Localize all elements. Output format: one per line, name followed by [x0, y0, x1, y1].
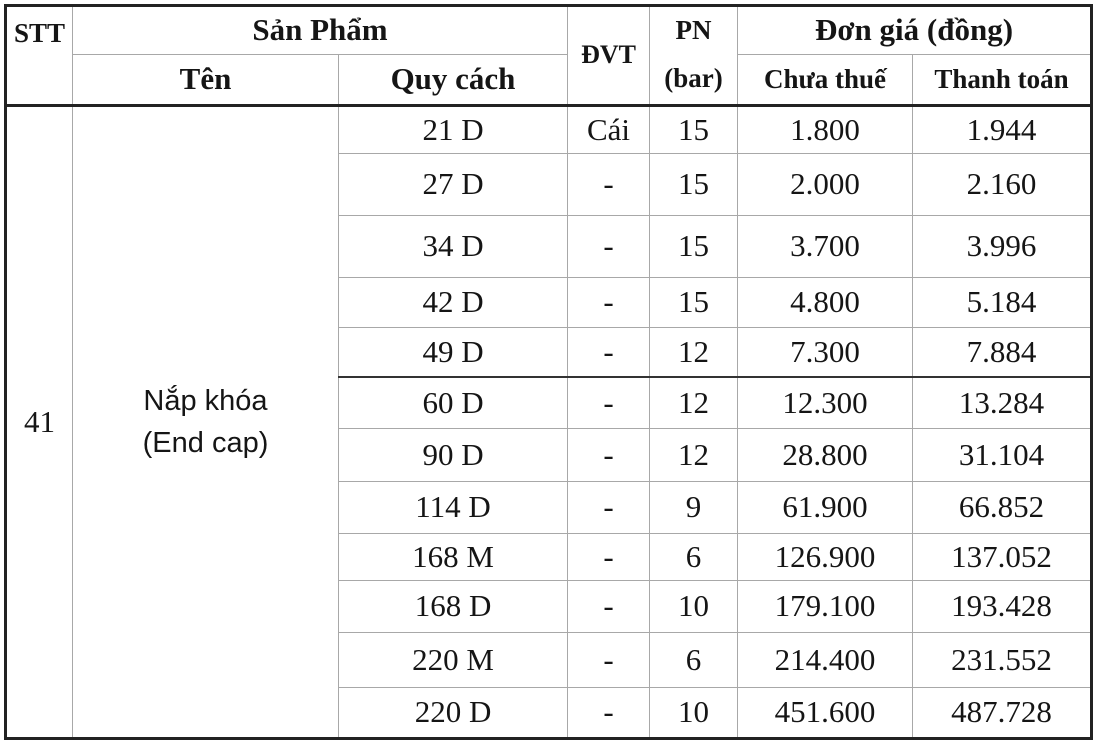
cell-pre-tax: 61.900 [738, 482, 913, 534]
group-stt: 41 [6, 106, 73, 739]
cell-spec: 220 D [339, 688, 568, 739]
cell-unit: - [568, 429, 650, 482]
cell-pre-tax: 7.300 [738, 328, 913, 377]
cell-total: 231.552 [913, 633, 1092, 688]
header-price-pre-tax: Chưa thuế [738, 55, 913, 106]
cell-pre-tax: 12.300 [738, 377, 913, 429]
cell-pn: 6 [650, 633, 738, 688]
table-row [6, 106, 1092, 154]
header-product-group: Sản Phẩm [73, 6, 568, 55]
cell-unit: - [568, 633, 650, 688]
cell-spec: 114 D [339, 482, 568, 534]
cell-pn: 9 [650, 482, 738, 534]
cell-pre-tax: 3.700 [738, 216, 913, 278]
group-product-name [73, 106, 339, 739]
cell-unit: - [568, 482, 650, 534]
cell-total: 31.104 [913, 429, 1092, 482]
cell-unit: - [568, 328, 650, 377]
cell-unit: Cái [568, 106, 650, 154]
cell-total: 5.184 [913, 278, 1092, 328]
cell-total: 7.884 [913, 328, 1092, 377]
cell-pn: 10 [650, 581, 738, 633]
cell-pre-tax: 451.600 [738, 688, 913, 739]
cell-spec: 49 D [339, 328, 568, 377]
cell-pn: 15 [650, 216, 738, 278]
cell-spec: 220 M [339, 633, 568, 688]
cell-spec: 90 D [339, 429, 568, 482]
cell-pre-tax: 214.400 [738, 633, 913, 688]
cell-total: 487.728 [913, 688, 1092, 739]
price-table [4, 4, 1093, 740]
cell-unit: - [568, 377, 650, 429]
product-name-line2: (End cap) [142, 427, 269, 459]
header-spec: Quy cách [339, 55, 568, 106]
cell-pn: 12 [650, 328, 738, 377]
cell-spec: 60 D [339, 377, 568, 429]
table-body [6, 106, 1092, 739]
cell-total: 1.944 [913, 106, 1092, 154]
cell-total: 2.160 [913, 154, 1092, 216]
header-name: Tên [73, 55, 339, 106]
cell-pre-tax: 28.800 [738, 429, 913, 482]
cell-unit: - [568, 688, 650, 739]
product-name-line1: Nắp khóa [143, 384, 268, 417]
cell-pn: 12 [650, 429, 738, 482]
cell-spec: 21 D [339, 106, 568, 154]
cell-pre-tax: 4.800 [738, 278, 913, 328]
table-header [6, 6, 1092, 106]
cell-pn: 15 [650, 154, 738, 216]
cell-pn: 12 [650, 377, 738, 429]
header-pn-unit: (bar) [650, 55, 738, 106]
cell-spec: 168 D [339, 581, 568, 633]
cell-total: 137.052 [913, 534, 1092, 581]
cell-pre-tax: 2.000 [738, 154, 913, 216]
cell-unit: - [568, 534, 650, 581]
cell-unit: - [568, 581, 650, 633]
header-price-group: Đơn giá (đồng) [738, 6, 1092, 55]
cell-total: 66.852 [913, 482, 1092, 534]
cell-unit: - [568, 216, 650, 278]
cell-unit: - [568, 278, 650, 328]
cell-spec: 27 D [339, 154, 568, 216]
header-pn: PN [650, 6, 738, 55]
cell-pn: 6 [650, 534, 738, 581]
cell-total: 3.996 [913, 216, 1092, 278]
cell-spec: 34 D [339, 216, 568, 278]
header-price-total: Thanh toán [913, 55, 1092, 106]
cell-pre-tax: 179.100 [738, 581, 913, 633]
cell-total: 13.284 [913, 377, 1092, 429]
cell-total: 193.428 [913, 581, 1092, 633]
cell-spec: 168 M [339, 534, 568, 581]
header-unit: ĐVT [568, 6, 650, 106]
cell-unit: - [568, 154, 650, 216]
cell-pn: 15 [650, 278, 738, 328]
cell-pn: 15 [650, 106, 738, 154]
cell-pn: 10 [650, 688, 738, 739]
cell-spec: 42 D [339, 278, 568, 328]
cell-pre-tax: 1.800 [738, 106, 913, 154]
header-stt: STT [6, 6, 73, 106]
cell-pre-tax: 126.900 [738, 534, 913, 581]
